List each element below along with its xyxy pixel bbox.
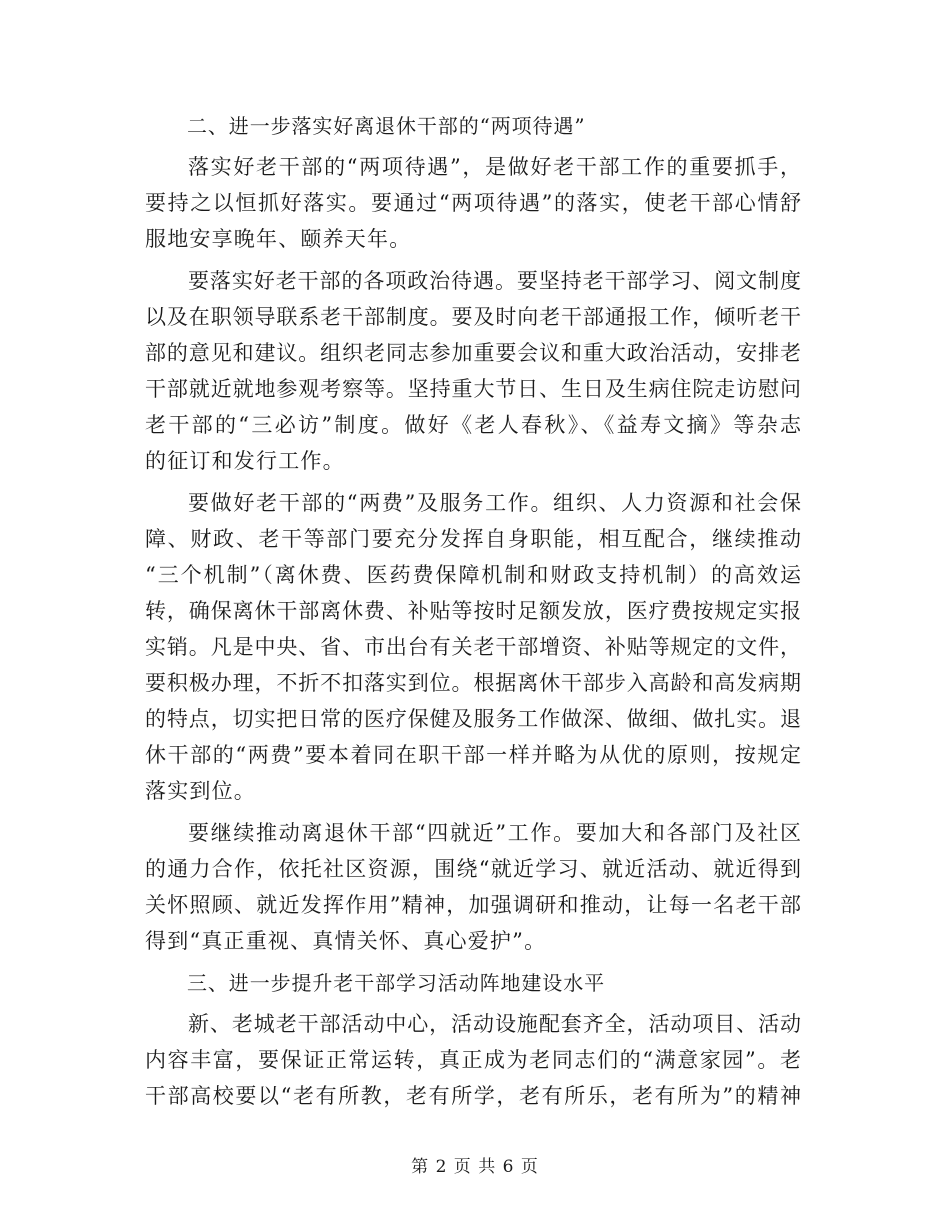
paragraph-line: 干部就近就地参观考察等。坚持重大节日、生日及生病住院走访慰问	[145, 377, 801, 401]
paragraph-line: 部的意见和建议。组织老同志参加重要会议和重大政治活动，安排老	[145, 341, 801, 365]
paragraph-line: 要持之以恒抓好落实。要通过“两项待遇”的落实，使老干部心情舒	[145, 191, 801, 215]
section-heading-3: 三、进一步提升老干部学习活动阵地建设水平	[187, 971, 605, 995]
paragraph-line: 干部高校要以“老有所教，老有所学，老有所乐，老有所为”的精神	[145, 1084, 801, 1108]
paragraph-line: 的征订和发行工作。	[145, 449, 345, 473]
section-heading-2: 二、进一步落实好离退休干部的“两项待遇”	[187, 114, 586, 138]
paragraph	[145, 149, 801, 257]
paragraph-line: 落实好老干部的“两项待遇”，是做好老干部工作的重要抓手，	[188, 155, 801, 179]
section-3-body	[145, 1006, 801, 1114]
paragraph-line: 关怀照顾、就近发挥作用”精神，加强调研和推动，让每一名老干部	[145, 893, 801, 917]
paragraph-line: 落实到位。	[145, 779, 256, 803]
paragraph-line: 转，确保离休干部离休费、补贴等按时足额发放，医疗费按规定实报	[145, 599, 801, 623]
paragraph-line: 的特点，切实把日常的医疗保健及服务工作做深、做细、做扎实。退	[145, 707, 801, 731]
paragraph	[145, 815, 801, 959]
paragraph	[145, 1006, 801, 1114]
section-2-body	[145, 149, 801, 959]
paragraph-line: 的通力合作，依托社区资源，围绕“就近学习、就近活动、就近得到	[145, 857, 801, 881]
paragraph-line: 以及在职领导联系老干部制度。要及时向老干部通报工作，倾听老干	[145, 305, 801, 329]
paragraph-line: 得到“真正重视、真情关怀、真心爱护”。	[145, 929, 547, 953]
paragraph-line: “三个机制”（离休费、医药费保障机制和财政支持机制）的高效运	[145, 563, 801, 587]
document-body	[145, 108, 801, 1120]
paragraph-line: 要落实好老干部的各项政治待遇。要坚持老干部学习、阅文制度	[188, 269, 801, 293]
paragraph	[145, 485, 801, 809]
paragraph-line: 要继续推动离退休干部“四就近”工作。要加大和各部门及社区	[188, 821, 801, 845]
paragraph-line: 要积极办理，不折不扣落实到位。根据离休干部步入高龄和高发病期	[145, 671, 801, 695]
paragraph	[145, 263, 801, 479]
paragraph-line: 实销。凡是中央、省、市出台有关老干部增资、补贴等规定的文件，	[145, 635, 801, 659]
paragraph-line: 老干部的“三必访”制度。做好《老人春秋》、《益寿文摘》等杂志	[145, 413, 801, 437]
paragraph-line: 内容丰富，要保证正常运转，真正成为老同志们的“满意家园”。老	[145, 1048, 801, 1072]
paragraph-line: 要做好老干部的“两费”及服务工作。组织、人力资源和社会保	[188, 491, 801, 515]
paragraph-line: 休干部的“两费”要本着同在职干部一样并略为从优的原则，按规定	[145, 743, 801, 767]
paragraph-line: 服地安享晚年、颐养天年。	[145, 227, 412, 251]
paragraph-line: 新、老城老干部活动中心，活动设施配套齐全，活动项目、活动	[188, 1012, 801, 1036]
page-footer: 第 2 页 共 6 页	[411, 1157, 539, 1177]
paragraph-line: 障、财政、老干等部门要充分发挥自身职能，相互配合，继续推动	[145, 527, 801, 551]
